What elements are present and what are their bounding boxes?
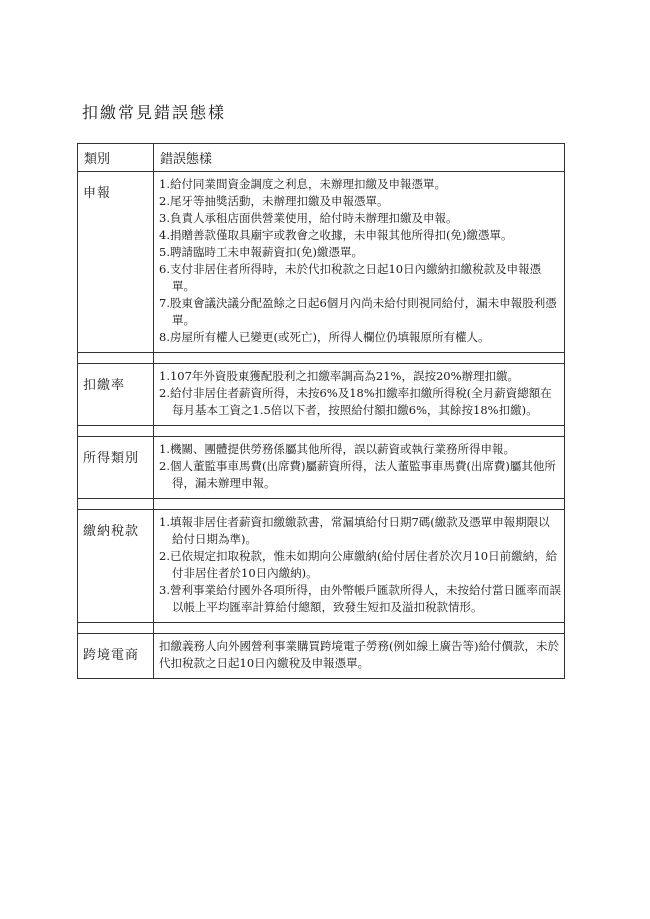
error-patterns-table <box>77 143 565 679</box>
table-row <box>78 510 565 623</box>
list-item: 1.填報非居住者薪資扣繳繳款書，常漏填給付日期7碼(繳款及憑單申報期限以給付日期為準)。 <box>159 515 550 546</box>
category-cell: 繳納稅款 <box>78 510 154 623</box>
list-item: 2.尾牙等抽獎活動，未辦理扣繳及申報憑單。 <box>159 194 389 208</box>
list-item: 1.107年外資股東獲配股利之扣繳率調高為21%，誤按20%辦理扣繳。 <box>159 369 520 383</box>
list-item: 3.營利事業給付國外各項所得，由外幣帳戶匯款所得人，未按給付當日匯率而誤以帳上平均匯率計算給付總額，致發生短扣及溢扣稅款情形。 <box>159 583 561 614</box>
list-item: 1.機關、團體提供勞務係屬其他所得，誤以薪資或執行業務所得申報。 <box>159 442 515 456</box>
spacer-row <box>78 426 565 437</box>
category-cell: 跨境電商 <box>78 634 154 679</box>
list-item: 1.給付同業間資金調度之利息，未辦理扣繳及申報憑單。 <box>159 177 446 191</box>
list-item: 6.支付非居住者所得時，未於代扣稅款之日起10日內繳納扣繳稅款及申報憑單。 <box>159 262 542 293</box>
category-cell: 所得類別 <box>78 437 154 499</box>
list-item: 5.聘請臨時工未申報薪資扣(免)繳憑單。 <box>159 245 363 259</box>
items-cell <box>154 364 565 426</box>
spacer-row <box>78 353 565 364</box>
items-cell <box>154 437 565 499</box>
spacer-row <box>78 623 565 634</box>
paragraph-text: 扣繳義務人向外國營利事業購買跨境電子勞務(例如線上廣告等)給付價款，未於代扣稅款之日起10日內繳稅及申報憑單。 <box>159 639 559 670</box>
list-item: 8.房屋所有權人已變更(或死亡)，所得人欄位仍填報原所有權人。 <box>159 330 490 344</box>
table-row <box>78 437 565 499</box>
category-cell: 扣繳率 <box>78 364 154 426</box>
list-item: 2.給付非居住者薪資所得，未按6%及18%扣繳率扣繳所得稅(全月薪資總額在每月基本工資之1.5倍以下者，按照給付額扣繳6%，其餘按18%扣繳)。 <box>159 386 552 417</box>
header-category: 類別 <box>78 144 154 172</box>
list-item: 7.股東會議決議分配盈餘之日起6個月內尚未給付則視同給付，漏未申報股利憑單。 <box>159 296 557 327</box>
list-item: 3.負責人承租店面供營業使用，給付時未辦理扣繳及申報。 <box>159 211 458 225</box>
list-item: 2.個人董監事車馬費(出席費)屬薪資所得，法人董監事車馬費(出席費)屬其他所得，漏未辦理申報。 <box>159 459 556 490</box>
table-header-row <box>78 144 565 172</box>
header-error-pattern: 錯誤態樣 <box>154 144 565 172</box>
items-cell <box>154 172 565 353</box>
table-row <box>78 364 565 426</box>
category-cell: 申報 <box>78 172 154 353</box>
spacer-row <box>78 499 565 510</box>
table-row <box>78 172 565 353</box>
list-item: 4.捐贈善款僅取具廟宇或教會之收據，未申報其他所得扣(免)繳憑單。 <box>159 228 513 242</box>
items-cell <box>154 634 565 679</box>
items-cell <box>154 510 565 623</box>
page-title: 扣繳常見錯誤態樣 <box>82 103 227 122</box>
table-row <box>78 634 565 679</box>
list-item: 2.已依規定扣取稅款，惟未如期向公庫繳納(給付居住者於次月10日前繳納，給付非居住者於10日內繳納)。 <box>159 549 558 580</box>
